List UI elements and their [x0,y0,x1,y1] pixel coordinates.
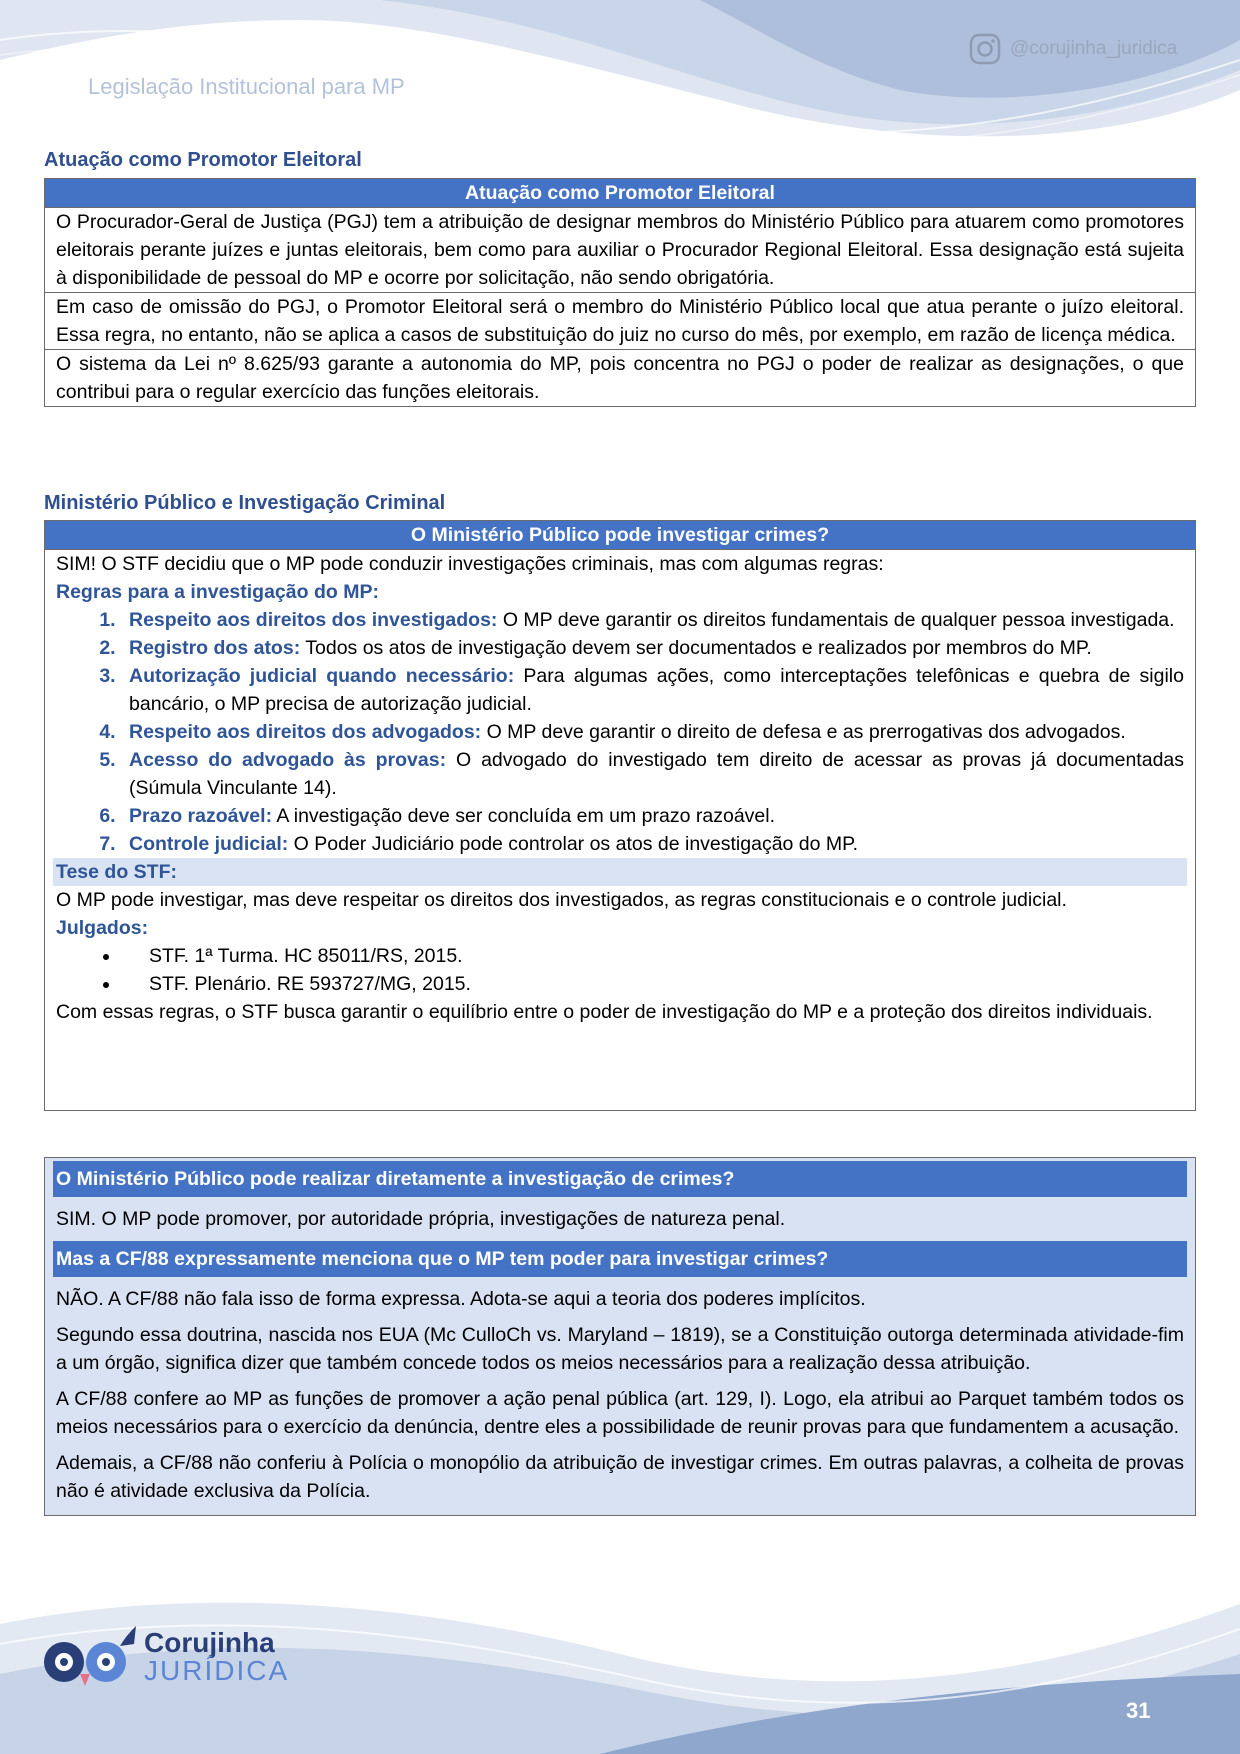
conclusion-text: Com essas regras, o STF busca garantir o equilíbrio entre o poder de investigação do MP e a proteção dos direitos individuais. [56,1001,1153,1023]
section-heading-promotor-eleitoral: Atuação como Promotor Eleitoral [44,149,362,171]
list-item: 5. Acesso do advogado às provas: O advogado do investigado tem direito de acessar as provas já documentadas (Súmula Vinculante 14). [121,746,1184,802]
poderes-implicitos-box [44,1157,1196,1516]
table-row: O sistema da Lei nº 8.625/93 garante a autonomia do MP, pois concentra no PGJ o poder de realizar as designações, o que contribui para o regular exercício das funções eleitorais. [56,353,1184,403]
list-item: • STF. Plenário. RE 593727/MG, 2015. [121,970,1184,998]
instagram-link[interactable] [968,32,1177,66]
list-item: 1. Respeito aos direitos dos investigados: O MP deve garantir os direitos fundamentais de qualquer pessoa investigada. [121,606,1184,634]
answer-paragraph: A CF/88 confere ao MP as funções de promover a ação penal pública (art. 129, I). Logo, ela atribui ao Parquet também todos os meios necessários para o exercício da denúncia, dentre eles a possibilidade de reunir provas para que fundamentem a acusação. [56,1388,1184,1438]
instagram-handle: @corujinha_juridica [1010,38,1178,59]
list-item: 4. Respeito aos direitos dos advogados: O MP deve garantir o direito de defesa e as prerrogativas dos advogados. [121,718,1184,746]
investigacao-table [44,520,1196,1111]
table-row: O Procurador-Geral de Justiça (PGJ) tem a atribuição de designar membros do Ministério Público para atuarem como promotores eleitorais perante juízes e juntas eleitorais, bem como para auxiliar o Procurador Regional Eleitoral. Essa designação está sujeita à disponibilidade de pessoal do MP e ocorre por solicitação, não sendo obrigatória. [45,208,1195,293]
logo-text-corujinha: Corujinha [144,1627,275,1658]
list-item: • STF. 1ª Turma. HC 85011/RS, 2015. [121,942,1184,970]
answer-paragraph: Segundo essa doutrina, nascida nos EUA (Mc CulloCh vs. Maryland – 1819), se a Constituição outorga determinada atividade-fim a um órgão, significa dizer que também concede todos os meios necessários para a realização dessa atribuição. [56,1324,1184,1374]
answer-paragraph: Ademais, a CF/88 não conferiu à Polícia o monopólio da atribuição de investigar crimes. Em outras palavras, a colheita de provas não é atividade exclusiva da Polícia. [56,1452,1184,1502]
julgados-title: Julgados: [56,917,149,939]
table-header: Atuação como Promotor Eleitoral [45,179,1195,208]
header-title: Legislação Institucional para MP [88,74,405,99]
logo-text-juridica: JURÍDICA [144,1655,290,1686]
list-item: 6. Prazo razoável: A investigação deve ser concluída em um prazo razoável. [121,802,1184,830]
section-heading-investigacao-criminal: Ministério Público e Investigação Criminal [44,492,446,514]
list-item: 3. Autorização judicial quando necessário: Para algumas ações, como interceptações telefônicas e quebra de sigilo bancário, o MP precisa de autorização judicial. [121,662,1184,718]
owl-icon [40,1622,140,1692]
tese-text: O MP pode investigar, mas deve respeitar os direitos dos investigados, as regras constitucionais e o controle judicial. [56,889,1067,911]
question-1: O Ministério Público pode realizar diretamente a investigação de crimes? [53,1161,1187,1197]
question-2: Mas a CF/88 expressamente menciona que o MP tem poder para investigar crimes? [53,1241,1187,1277]
table-row: Em caso de omissão do PGJ, o Promotor Eleitoral será o membro do Ministério Público local que atua perante o juízo eleitoral. Essa regra, no entanto, não se aplica a casos de substituição do juiz no curso do mês, por exemplo, em razão de licença médica. [45,293,1195,350]
page-number: 31 [1126,1698,1151,1723]
answer-paragraph: NÃO. A CF/88 não fala isso de forma expressa. Adota-se aqui a teoria dos poderes implícitos. [56,1288,866,1310]
list-item: 2. Registro dos atos: Todos os atos de investigação devem ser documentados e realizados por membros do MP. [121,634,1184,662]
answer-1: SIM. O MP pode promover, por autoridade própria, investigações de natureza penal. [56,1208,786,1230]
rules-title: Regras para a investigação do MP: [56,581,379,603]
julgados-list [45,942,1195,998]
instagram-icon [968,32,1002,66]
list-item: 7. Controle judicial: O Poder Judiciário pode controlar os atos de investigação do MP. [121,830,1184,858]
rules-list [45,606,1195,858]
tese-title: Tese do STF: [53,858,1187,886]
corujinha-logo [40,1622,289,1692]
table-header: O Ministério Público pode investigar crimes? [45,521,1195,550]
promotor-eleitoral-table [44,178,1196,407]
intro-text: SIM! O STF decidiu que o MP pode conduzir investigações criminais, mas com algumas regras: [56,553,884,575]
